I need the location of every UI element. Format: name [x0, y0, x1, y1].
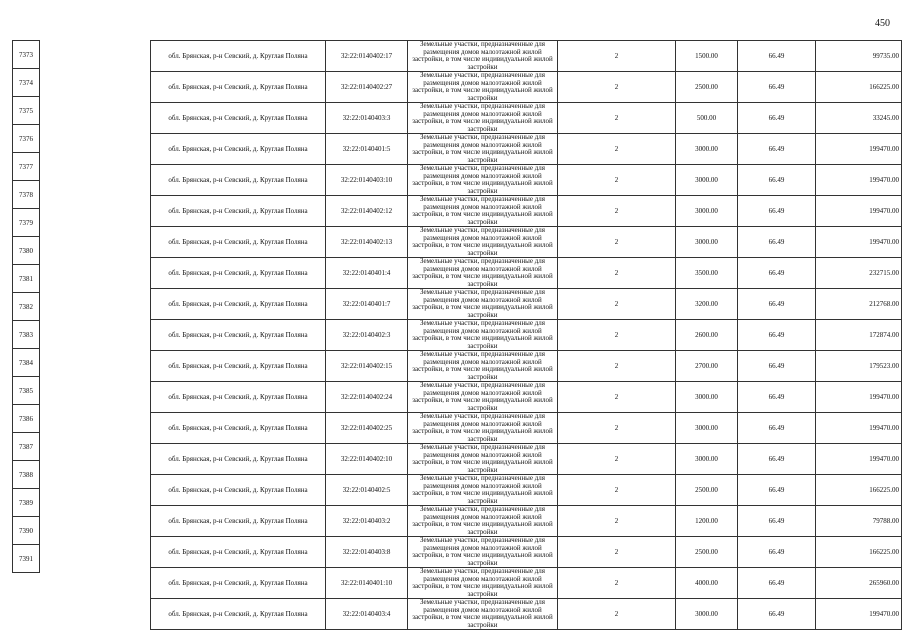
cadastral-value-cell: 199470.00 — [816, 227, 902, 258]
row-number-row — [13, 405, 40, 433]
cadastral-value-cell: 212768.00 — [816, 289, 902, 320]
specific-value-cell: 66.49 — [738, 165, 816, 196]
land-use-description-cell: Земельные участки, предназначенные для размещения домов малоэтажной жилой застройки, в том числе индивидуальной жилой застройки — [408, 103, 558, 134]
land-use-description-cell: Земельные участки, предназначенные для размещения домов малоэтажной жилой застройки, в том числе индивидуальной жилой застройки — [408, 196, 558, 227]
table-row — [151, 227, 902, 258]
cadastral-number-cell: 32:22:0140401:7 — [326, 289, 408, 320]
specific-value-cell: 66.49 — [738, 382, 816, 413]
specific-value-cell: 66.49 — [738, 72, 816, 103]
row-number-row — [13, 461, 40, 489]
table-row — [151, 320, 902, 351]
row-number-row — [13, 265, 40, 293]
cadastral-value-cell: 166225.00 — [816, 475, 902, 506]
specific-value-cell: 66.49 — [738, 289, 816, 320]
table-row — [151, 382, 902, 413]
row-number-cell: 7375 — [13, 97, 40, 125]
area-cell: 3000.00 — [676, 227, 738, 258]
address-cell: обл. Брянская, р-н Севский, д. Круглая Поляна — [151, 444, 326, 475]
row-number-cell: 7381 — [13, 265, 40, 293]
cadastral-value-cell: 199470.00 — [816, 196, 902, 227]
land-use-description-cell: Земельные участки, предназначенные для размещения домов малоэтажной жилой застройки, в том числе индивидуальной жилой застройки — [408, 599, 558, 630]
area-cell: 1500.00 — [676, 41, 738, 72]
page-number: 450 — [875, 18, 890, 29]
table-row — [151, 475, 902, 506]
table-row — [151, 165, 902, 196]
category-cell: 2 — [558, 382, 676, 413]
category-cell: 2 — [558, 196, 676, 227]
table-row — [151, 196, 902, 227]
row-number-row — [13, 181, 40, 209]
area-cell: 2700.00 — [676, 351, 738, 382]
cadastral-number-cell: 32:22:0140403:3 — [326, 103, 408, 134]
category-cell: 2 — [558, 289, 676, 320]
cadastral-number-cell: 32:22:0140402:15 — [326, 351, 408, 382]
cadastral-value-cell: 199470.00 — [816, 444, 902, 475]
address-cell: обл. Брянская, р-н Севский, д. Круглая Поляна — [151, 506, 326, 537]
table-row — [151, 351, 902, 382]
area-cell: 3000.00 — [676, 196, 738, 227]
row-number-cell: 7384 — [13, 349, 40, 377]
cadastral-number-cell: 32:22:0140401:5 — [326, 134, 408, 165]
row-number-cell: 7391 — [13, 545, 40, 573]
cadastral-number-cell: 32:22:0140401:10 — [326, 568, 408, 599]
area-cell: 4000.00 — [676, 568, 738, 599]
specific-value-cell: 66.49 — [738, 227, 816, 258]
cadastral-value-cell: 166225.00 — [816, 72, 902, 103]
table-row — [151, 444, 902, 475]
specific-value-cell: 66.49 — [738, 568, 816, 599]
cadastral-number-cell: 32:22:0140402:13 — [326, 227, 408, 258]
land-use-description-cell: Земельные участки, предназначенные для размещения домов малоэтажной жилой застройки, в том числе индивидуальной жилой застройки — [408, 72, 558, 103]
land-use-description-cell: Земельные участки, предназначенные для размещения домов малоэтажной жилой застройки, в том числе индивидуальной жилой застройки — [408, 568, 558, 599]
cadastral-value-cell: 166225.00 — [816, 537, 902, 568]
land-use-description-cell: Земельные участки, предназначенные для размещения домов малоэтажной жилой застройки, в том числе индивидуальной жилой застройки — [408, 413, 558, 444]
cadastral-value-cell: 99735.00 — [816, 41, 902, 72]
land-use-description-cell: Земельные участки, предназначенные для размещения домов малоэтажной жилой застройки, в том числе индивидуальной жилой застройки — [408, 41, 558, 72]
row-number-row — [13, 69, 40, 97]
address-cell: обл. Брянская, р-н Севский, д. Круглая Поляна — [151, 134, 326, 165]
cadastral-value-cell: 199470.00 — [816, 165, 902, 196]
cadastral-number-cell: 32:22:0140401:4 — [326, 258, 408, 289]
land-use-description-cell: Земельные участки, предназначенные для размещения домов малоэтажной жилой застройки, в том числе индивидуальной жилой застройки — [408, 537, 558, 568]
specific-value-cell: 66.49 — [738, 537, 816, 568]
cadastral-value-cell: 199470.00 — [816, 599, 902, 630]
category-cell: 2 — [558, 506, 676, 537]
address-cell: обл. Брянская, р-н Севский, д. Круглая Поляна — [151, 165, 326, 196]
area-cell: 2500.00 — [676, 475, 738, 506]
cadastral-value-cell: 172874.00 — [816, 320, 902, 351]
cadastral-number-cell: 32:22:0140402:12 — [326, 196, 408, 227]
category-cell: 2 — [558, 227, 676, 258]
area-cell: 1200.00 — [676, 506, 738, 537]
address-cell: обл. Брянская, р-н Севский, д. Круглая Поляна — [151, 289, 326, 320]
cadastral-number-cell: 32:22:0140402:24 — [326, 382, 408, 413]
area-cell: 2600.00 — [676, 320, 738, 351]
land-use-description-cell: Земельные участки, предназначенные для размещения домов малоэтажной жилой застройки, в том числе индивидуальной жилой застройки — [408, 165, 558, 196]
land-use-description-cell: Земельные участки, предназначенные для размещения домов малоэтажной жилой застройки, в том числе индивидуальной жилой застройки — [408, 289, 558, 320]
area-cell: 3000.00 — [676, 599, 738, 630]
row-number-row — [13, 349, 40, 377]
cadastral-number-cell: 32:22:0140402:5 — [326, 475, 408, 506]
cadastral-number-cell: 32:22:0140402:17 — [326, 41, 408, 72]
address-cell: обл. Брянская, р-н Севский, д. Круглая Поляна — [151, 72, 326, 103]
address-cell: обл. Брянская, р-н Севский, д. Круглая Поляна — [151, 475, 326, 506]
category-cell: 2 — [558, 475, 676, 506]
specific-value-cell: 66.49 — [738, 196, 816, 227]
row-number-cell: 7376 — [13, 125, 40, 153]
table-row — [151, 413, 902, 444]
row-number-cell: 7388 — [13, 461, 40, 489]
specific-value-cell: 66.49 — [738, 475, 816, 506]
category-cell: 2 — [558, 351, 676, 382]
category-cell: 2 — [558, 568, 676, 599]
specific-value-cell: 66.49 — [738, 134, 816, 165]
cadastral-value-cell: 265960.00 — [816, 568, 902, 599]
cadastral-value-cell: 79788.00 — [816, 506, 902, 537]
cadastral-value-cell: 33245.00 — [816, 103, 902, 134]
row-number-cell: 7379 — [13, 209, 40, 237]
land-use-description-cell: Земельные участки, предназначенные для размещения домов малоэтажной жилой застройки, в том числе индивидуальной жилой застройки — [408, 351, 558, 382]
land-use-description-cell: Земельные участки, предназначенные для размещения домов малоэтажной жилой застройки, в том числе индивидуальной жилой застройки — [408, 475, 558, 506]
address-cell: обл. Брянская, р-н Севский, д. Круглая Поляна — [151, 103, 326, 134]
land-use-description-cell: Земельные участки, предназначенные для размещения домов малоэтажной жилой застройки, в том числе индивидуальной жилой застройки — [408, 320, 558, 351]
row-number-row — [13, 293, 40, 321]
table-row — [151, 506, 902, 537]
category-cell: 2 — [558, 134, 676, 165]
specific-value-cell: 66.49 — [738, 506, 816, 537]
category-cell: 2 — [558, 599, 676, 630]
land-use-description-cell: Земельные участки, предназначенные для размещения домов малоэтажной жилой застройки, в том числе индивидуальной жилой застройки — [408, 444, 558, 475]
area-cell: 3000.00 — [676, 413, 738, 444]
row-number-row — [13, 545, 40, 573]
area-cell: 2500.00 — [676, 72, 738, 103]
row-number-cell: 7386 — [13, 405, 40, 433]
cadastral-number-cell: 32:22:0140403:8 — [326, 537, 408, 568]
cadastral-value-cell: 232715.00 — [816, 258, 902, 289]
row-number-cell: 7377 — [13, 153, 40, 181]
area-cell: 3000.00 — [676, 134, 738, 165]
area-cell: 3000.00 — [676, 165, 738, 196]
table-row — [151, 289, 902, 320]
land-use-description-cell: Земельные участки, предназначенные для размещения домов малоэтажной жилой застройки, в том числе индивидуальной жилой застройки — [408, 506, 558, 537]
table-row — [151, 134, 902, 165]
land-plots-table — [150, 40, 902, 630]
row-number-cell: 7378 — [13, 181, 40, 209]
area-cell: 3500.00 — [676, 258, 738, 289]
area-cell: 3200.00 — [676, 289, 738, 320]
address-cell: обл. Брянская, р-н Севский, д. Круглая Поляна — [151, 351, 326, 382]
category-cell: 2 — [558, 103, 676, 134]
address-cell: обл. Брянская, р-н Севский, д. Круглая Поляна — [151, 599, 326, 630]
specific-value-cell: 66.49 — [738, 41, 816, 72]
row-number-cell: 7382 — [13, 293, 40, 321]
category-cell: 2 — [558, 537, 676, 568]
table-row — [151, 72, 902, 103]
cadastral-value-cell: 179523.00 — [816, 351, 902, 382]
cadastral-number-cell: 32:22:0140403:10 — [326, 165, 408, 196]
cadastral-value-cell: 199470.00 — [816, 134, 902, 165]
table-row — [151, 537, 902, 568]
category-cell: 2 — [558, 320, 676, 351]
row-number-cell: 7385 — [13, 377, 40, 405]
address-cell: обл. Брянская, р-н Севский, д. Круглая Поляна — [151, 227, 326, 258]
row-number-row — [13, 237, 40, 265]
row-number-cell: 7387 — [13, 433, 40, 461]
specific-value-cell: 66.49 — [738, 320, 816, 351]
table-row — [151, 568, 902, 599]
row-number-row — [13, 153, 40, 181]
row-number-column — [12, 40, 40, 573]
address-cell: обл. Брянская, р-н Севский, д. Круглая Поляна — [151, 258, 326, 289]
cadastral-number-cell: 32:22:0140402:27 — [326, 72, 408, 103]
area-cell: 3000.00 — [676, 444, 738, 475]
land-use-description-cell: Земельные участки, предназначенные для размещения домов малоэтажной жилой застройки, в том числе индивидуальной жилой застройки — [408, 258, 558, 289]
table-row — [151, 599, 902, 630]
address-cell: обл. Брянская, р-н Севский, д. Круглая Поляна — [151, 537, 326, 568]
address-cell: обл. Брянская, р-н Севский, д. Круглая Поляна — [151, 413, 326, 444]
row-number-row — [13, 489, 40, 517]
cadastral-number-cell: 32:22:0140403:2 — [326, 506, 408, 537]
specific-value-cell: 66.49 — [738, 413, 816, 444]
area-cell: 500.00 — [676, 103, 738, 134]
address-cell: обл. Брянская, р-н Севский, д. Круглая Поляна — [151, 41, 326, 72]
row-number-cell: 7373 — [13, 41, 40, 69]
table-row — [151, 258, 902, 289]
row-number-row — [13, 517, 40, 545]
cadastral-number-cell: 32:22:0140402:25 — [326, 413, 408, 444]
category-cell: 2 — [558, 444, 676, 475]
row-number-row — [13, 209, 40, 237]
row-number-cell: 7390 — [13, 517, 40, 545]
category-cell: 2 — [558, 165, 676, 196]
area-cell: 2500.00 — [676, 537, 738, 568]
row-number-row — [13, 377, 40, 405]
specific-value-cell: 66.49 — [738, 258, 816, 289]
area-cell: 3000.00 — [676, 382, 738, 413]
row-number-row — [13, 41, 40, 69]
row-number-row — [13, 321, 40, 349]
row-number-cell: 7374 — [13, 69, 40, 97]
specific-value-cell: 66.49 — [738, 599, 816, 630]
row-number-cell: 7383 — [13, 321, 40, 349]
address-cell: обл. Брянская, р-н Севский, д. Круглая Поляна — [151, 196, 326, 227]
row-number-row — [13, 125, 40, 153]
cadastral-value-cell: 199470.00 — [816, 413, 902, 444]
row-number-cell: 7380 — [13, 237, 40, 265]
category-cell: 2 — [558, 41, 676, 72]
specific-value-cell: 66.49 — [738, 351, 816, 382]
land-use-description-cell: Земельные участки, предназначенные для размещения домов малоэтажной жилой застройки, в том числе индивидуальной жилой застройки — [408, 382, 558, 413]
cadastral-number-cell: 32:22:0140402:10 — [326, 444, 408, 475]
land-use-description-cell: Земельные участки, предназначенные для размещения домов малоэтажной жилой застройки, в том числе индивидуальной жилой застройки — [408, 227, 558, 258]
category-cell: 2 — [558, 72, 676, 103]
address-cell: обл. Брянская, р-н Севский, д. Круглая Поляна — [151, 568, 326, 599]
address-cell: обл. Брянская, р-н Севский, д. Круглая Поляна — [151, 382, 326, 413]
address-cell: обл. Брянская, р-н Севский, д. Круглая Поляна — [151, 320, 326, 351]
cadastral-number-cell: 32:22:0140403:4 — [326, 599, 408, 630]
cadastral-value-cell: 199470.00 — [816, 382, 902, 413]
category-cell: 2 — [558, 258, 676, 289]
table-row — [151, 41, 902, 72]
specific-value-cell: 66.49 — [738, 444, 816, 475]
category-cell: 2 — [558, 413, 676, 444]
row-number-cell: 7389 — [13, 489, 40, 517]
row-number-row — [13, 433, 40, 461]
specific-value-cell: 66.49 — [738, 103, 816, 134]
cadastral-number-cell: 32:22:0140402:3 — [326, 320, 408, 351]
table-row — [151, 103, 902, 134]
land-use-description-cell: Земельные участки, предназначенные для размещения домов малоэтажной жилой застройки, в том числе индивидуальной жилой застройки — [408, 134, 558, 165]
row-number-row — [13, 97, 40, 125]
